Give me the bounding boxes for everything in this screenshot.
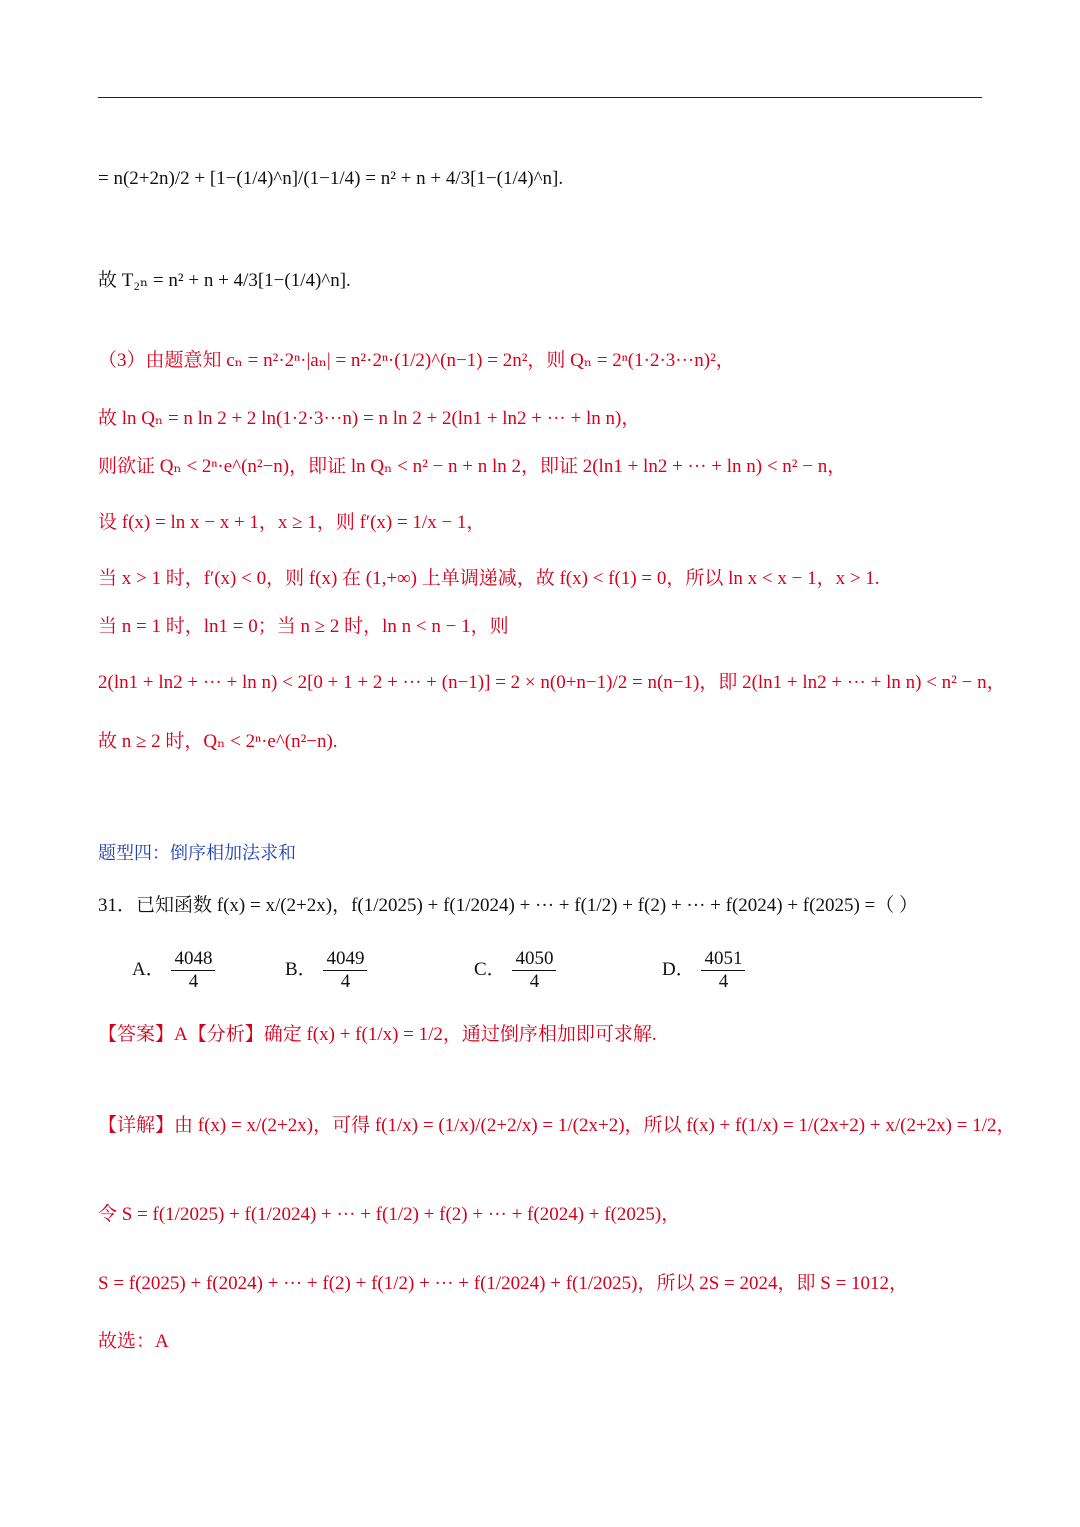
inequality-line: 2(ln1 + ln2 + ··· + ln n) < 2[0 + 1 + 2 + ··· + (n−1)] = 2 × n(0+n−1)/2 = n(n−1)，即 2(ln1 + ln2 + ··· + ln n) < n² − n， xyxy=(98,672,1006,693)
reverse-sum-line: S = f(2025) + f(2024) + ··· + f(2) + f(1/2) + ··· + f(1/2024) + f(1/2025)，所以 2S = 2024，即 S = 1012， xyxy=(98,1273,909,1294)
option-b-denominator: 4 xyxy=(340,971,351,992)
question-stem: 31．已知函数 f(x) = x/(2+2x)，f(1/2025) + f(1/2024) + ··· + f(1/2) + f(2) + ··· + f(2024) + f(2025) =（ ） xyxy=(98,895,919,916)
option-a-numerator: 4048 xyxy=(171,948,215,971)
option-d xyxy=(662,948,747,993)
define-f-line: 设 f(x) = ln x − x + 1，x ≥ 1，则 f′(x) = 1/x − 1， xyxy=(98,512,486,533)
option-c-letter: C． xyxy=(474,958,506,980)
option-b-numerator: 4049 xyxy=(323,948,367,971)
sum-s-line: 令 S = f(1/2025) + f(1/2024) + ··· + f(1/2) + f(2) + ··· + f(2024) + f(2025)， xyxy=(98,1204,681,1225)
conclusion-line: 故 n ≥ 2 时，Qₙ < 2ⁿ·e^(n²−n). xyxy=(98,731,338,752)
detail-line: 【详解】由 f(x) = x/(2+2x)，可得 f(1/x) = (1/x)/(2+2/x) = 1/(2x+2)，所以 f(x) + f(1/x) = 1/(2x+2) + x/(2+2x) = 1/2， xyxy=(98,1115,1016,1136)
choice-line: 故选：A xyxy=(98,1331,169,1352)
option-b xyxy=(285,948,369,993)
answer-analysis-line: 【答案】A【分析】确定 f(x) + f(1/x) = 1/2，通过倒序相加即可求解. xyxy=(98,1024,657,1045)
option-a-denominator: 4 xyxy=(188,971,199,992)
option-a xyxy=(132,948,217,993)
case-line: 当 n = 1 时，ln1 = 0；当 n ≥ 2 时，ln n < n − 1，则 xyxy=(98,616,509,637)
option-c-denominator: 4 xyxy=(529,971,540,992)
section-title: 题型四：倒序相加法求和 xyxy=(98,843,296,864)
option-d-letter: D． xyxy=(662,958,695,980)
part3-line: （3）由题意知 cₙ = n²·2ⁿ·|aₙ| = n²·2ⁿ·(1/2)^(n−1) = 2n²，则 Qₙ = 2ⁿ(1·2·3···n)²， xyxy=(98,350,735,371)
ln-q-line: 故 ln Qₙ = n ln 2 + 2 ln(1·2·3···n) = n ln 2 + 2(ln1 + ln2 + ··· + ln n)， xyxy=(98,408,641,429)
option-d-denominator: 4 xyxy=(718,971,729,992)
option-c xyxy=(474,948,558,993)
header-rule xyxy=(98,97,982,98)
formula-line-t2n: 故 T₂ₙ = n² + n + 4/3[1−(1/4)^n]. xyxy=(98,270,351,291)
option-c-numerator: 4050 xyxy=(512,948,556,971)
monotonic-line: 当 x > 1 时，f′(x) < 0，则 f(x) 在 (1,+∞) 上单调递减，故 f(x) < f(1) = 0，所以 ln x < x − 1，x > 1. xyxy=(98,568,880,589)
option-a-letter: A． xyxy=(132,958,165,980)
to-prove-line: 则欲证 Qₙ < 2ⁿ·e^(n²−n)，即证 ln Qₙ < n² − n + n ln 2，即证 2(ln1 + ln2 + ··· + ln n) < n² − n， xyxy=(98,456,847,477)
option-d-numerator: 4051 xyxy=(701,948,745,971)
option-b-letter: B． xyxy=(285,958,317,980)
formula-line-1: = n(2+2n)/2 + [1−(1/4)^n]/(1−1/4) = n² + n + 4/3[1−(1/4)^n]. xyxy=(98,168,564,189)
